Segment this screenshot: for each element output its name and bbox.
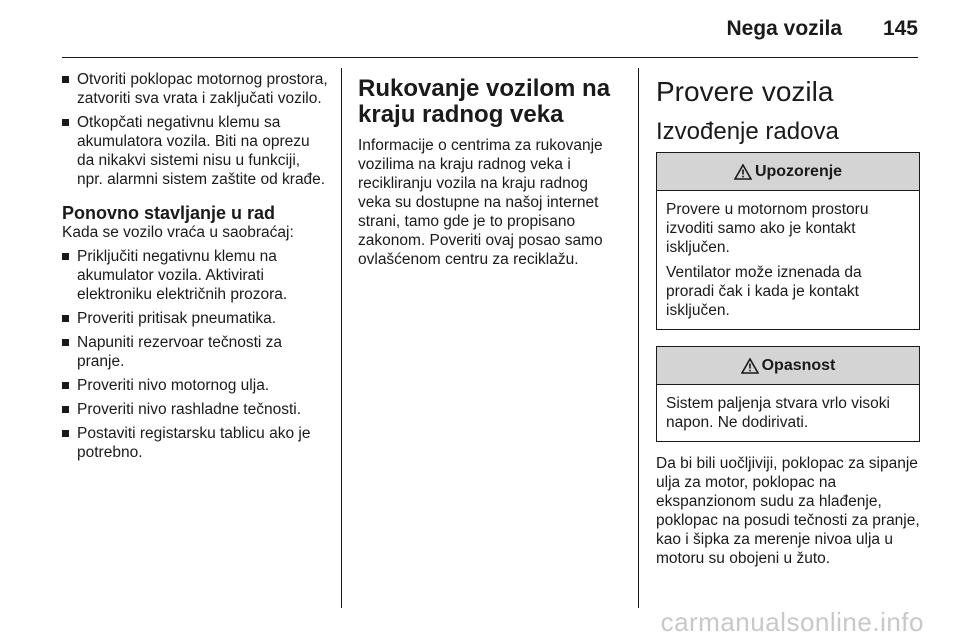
bullet-icon (62, 253, 69, 260)
danger-header (657, 347, 919, 385)
bullet-icon (62, 382, 69, 389)
bullet-icon (62, 76, 69, 83)
list-item: Otvoriti poklopac motornog prostora, zatvoriti sva vrata i zaključati vozilo. (62, 70, 328, 108)
danger-body (657, 385, 919, 441)
page-number: 145 (882, 17, 918, 40)
watermark: carmanualsonline.info (660, 607, 924, 637)
warning-body (657, 191, 919, 329)
warning-text: Ventilator može iznenada da proradi čak i kada je kontakt isključen. (666, 264, 862, 319)
warning-triangle-icon (734, 164, 752, 180)
list-item: Priključiti negativnu klemu na akumulator vozila. Aktivirati elektroniku električnih prozora. (62, 247, 328, 304)
list-item: Proveriti nivo motornog ulja. (62, 376, 328, 395)
list-item: Proveriti nivo rashladne tečnosti. (62, 400, 328, 419)
bullet-icon (62, 430, 69, 437)
list-item: Otkopčati negativnu klemu sa akumulatora vozila. Biti na oprezu da nikakvi sistemi nisu u funkciji, npr. alarmni sistem zaštite od krađe. (62, 113, 328, 189)
section-heading: Rukovanje vozilom na kraju radnog veka (358, 75, 611, 128)
column-left (62, 70, 328, 467)
bullet-icon (62, 339, 69, 346)
warning-label: Upozorenje (754, 162, 843, 180)
recommission-steps-list (62, 247, 328, 462)
column-middle (358, 70, 620, 269)
bullet-icon (62, 315, 69, 322)
list-item: Postaviti registarsku tablicu ako je potrebno. (62, 424, 328, 462)
danger-text: Sistem paljenja stvara vrlo visoki napon. Ne dodirivati. (666, 395, 890, 431)
warning-text: Provere u motornom prostoru izvoditi samo ako je kontakt isključen. (666, 201, 869, 256)
storage-steps-list (62, 70, 328, 189)
page-header (0, 0, 960, 60)
chapter-title: Provere vozila (656, 76, 834, 107)
body-text: Da bi bili uočljiviji, poklopac za sipanje ulja za motor, poklopac na ekspanzionom sudu za hlađenje, poklopac na posudi tečnosti za pranje, kao i šipka za merenje nivoa ulja u motoru su obojeni u žuto. (656, 455, 920, 567)
warning-box (656, 152, 920, 330)
list-item: Napuniti rezervoar tečnosti za pranje. (62, 333, 328, 371)
danger-label: Opasnost (761, 356, 836, 374)
column-divider (638, 68, 639, 608)
body-text: Informacije o centrima za rukovanje vozilima na kraju radnog veka i recikliranju vozila na kraju radnog veka su dostupne na našoj internet strani, tamo gde je to propisano zakonom. Poveriti ovaj posao samo ovlašćenom centru za reciklažu. (358, 137, 603, 268)
warning-triangle-icon (741, 358, 759, 374)
column-right (656, 70, 920, 568)
intro-text: Kada se vozilo vraća u saobraćaj: (62, 224, 294, 241)
list-item: Proveriti pritisak pneumatika. (62, 309, 328, 328)
danger-box (656, 346, 920, 442)
bullet-icon (62, 406, 69, 413)
section-heading: Ponovno stavljanje u rad (62, 203, 276, 223)
warning-header (657, 153, 919, 191)
section-heading: Izvođenje radova (656, 118, 839, 145)
header-divider (62, 57, 918, 58)
section-title: Nega vozila (726, 17, 842, 40)
column-divider (341, 68, 342, 608)
bullet-icon (62, 119, 69, 126)
